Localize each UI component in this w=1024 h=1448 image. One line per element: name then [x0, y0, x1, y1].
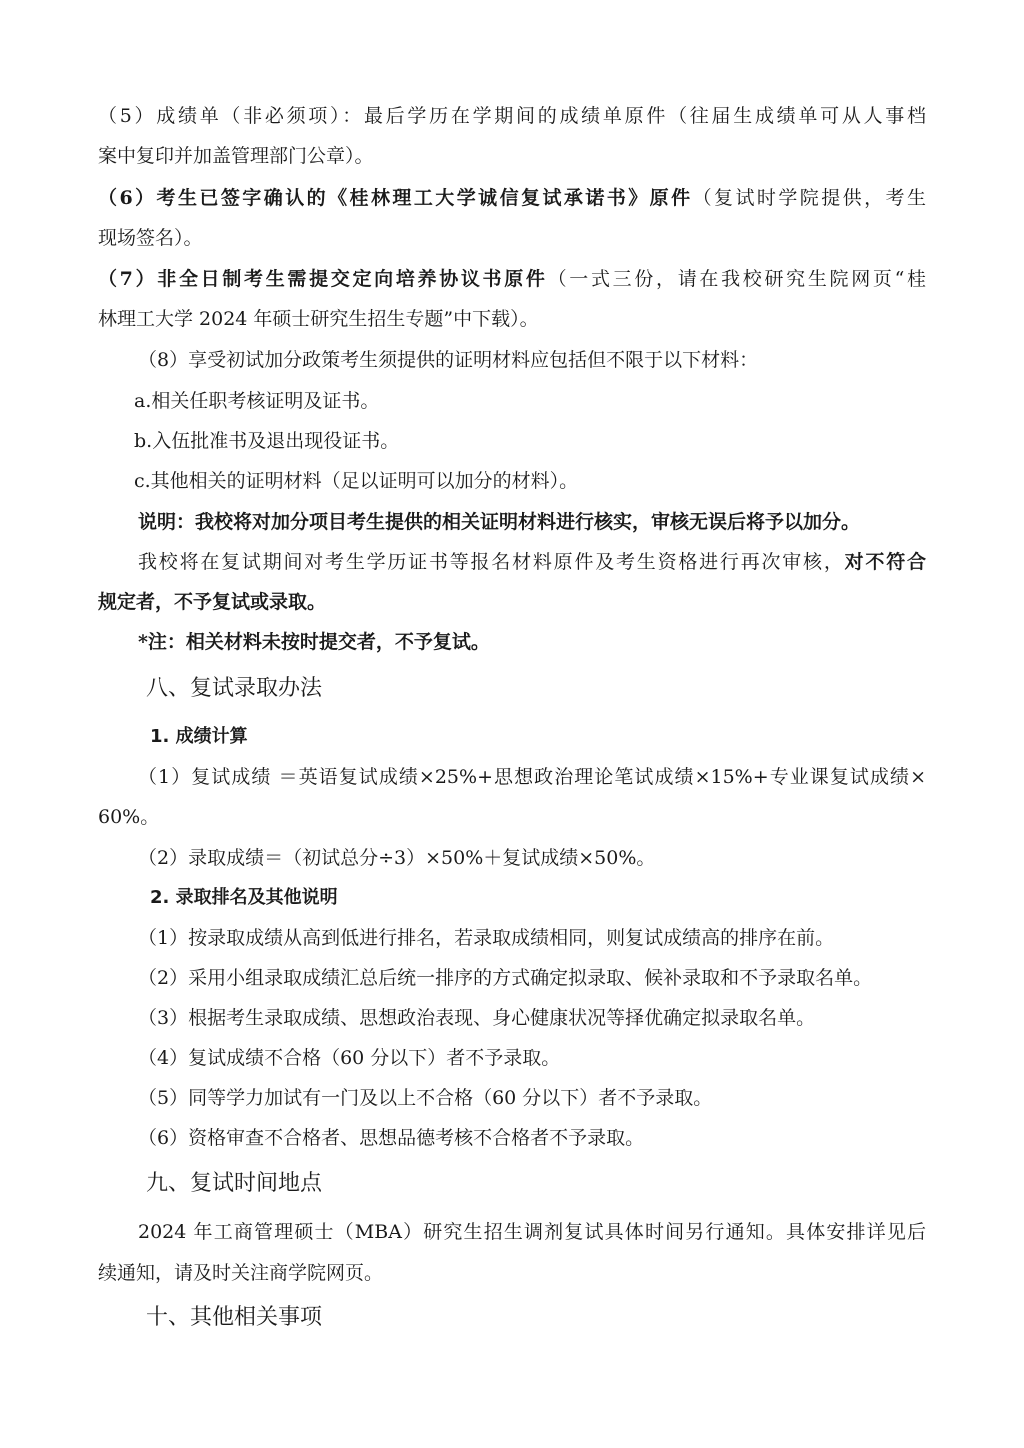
item8-text: （8）享受初试加分政策考生须提供的证明材料应包括但不限于以下材料：: [138, 349, 759, 371]
ranking-item-3: （3）根据考生录取成绩、思想政治表现、身心健康状况等择优确定拟录取名单。: [138, 1007, 816, 1029]
item6-bold-text: （6）考生已签字确认的《桂林理工大学诚信复试承诺书》原件: [98, 187, 693, 209]
review-line2: 规定者，不予复试或录取。: [98, 591, 327, 613]
review-line1: [138, 550, 926, 574]
formula1-line2: 60%。: [98, 806, 160, 828]
ranking-item-5: （5）同等学力加试有一门及以上不合格（60 分以下）者不予录取。: [138, 1087, 713, 1109]
formula2: （2）录取成绩＝（初试总分÷3）×50%＋复试成绩×50%。: [138, 847, 656, 869]
item6-line1: [98, 186, 926, 210]
ranking-item-6: （6）资格审查不合格者、思想品德考核不合格者不予录取。: [138, 1127, 645, 1149]
section9-line2: 续通知，请及时关注商学院网页。: [98, 1262, 384, 1284]
item6-line2: 现场签名）。: [98, 227, 203, 249]
item7-bold-text: （7）非全日制考生需提交定向培养协议书原件: [98, 268, 548, 290]
ranking-item-4: （4）复试成绩不合格（60 分以下）者不予录取。: [138, 1047, 561, 1069]
sub-item-b: b.入伍批准书及退出现役证书。: [134, 430, 400, 452]
item6-rest-text: （复试时学院提供，考生: [692, 187, 926, 209]
section9-line1: 2024 年工商管理硕士（MBA）研究生招生调剂复试具体时间另行通知。具体安排详见后: [138, 1221, 926, 1243]
sub-item-a: a.相关任职考核证明及证书。: [134, 390, 380, 412]
item5-line1: （5）成绩单（非必须项）：最后学历在学期间的成绩单原件（往届生成绩单可从人事档: [98, 105, 926, 127]
formula1-line1: （1）复试成绩 ＝英语复试成绩×25%+思想政治理论笔试成绩×15%+专业课复试成绩×: [138, 766, 926, 788]
review-normal-text: 我校将在复试期间对考生学历证书等报名材料原件及考生资格进行再次审核，: [138, 551, 845, 573]
item7-line1: [98, 267, 926, 291]
section8-heading: 八、复试录取办法: [146, 676, 323, 701]
ranking-item-1: （1）按录取成绩从高到低进行排名，若录取成绩相同，则复试成绩高的排序在前。: [138, 927, 835, 949]
sub1-heading: 1. 成绩计算: [150, 726, 248, 747]
sub-item-c: c.其他相关的证明材料（足以证明可以加分的材料）。: [134, 470, 579, 492]
review-bold-text: 对不符合: [844, 551, 926, 573]
item7-line2: 林理工大学 2024 年硕士研究生招生专题”中下载）。: [98, 308, 539, 330]
explanation-note: 说明：我校将对加分项目考生提供的相关证明材料进行核实，审核无误后将予以加分。: [138, 511, 861, 533]
section9-heading: 九、复试时间地点: [146, 1171, 323, 1196]
sub2-heading: 2. 录取排名及其他说明: [150, 887, 338, 908]
ranking-item-2: （2）采用小组录取成绩汇总后统一排序的方式确定拟录取、候补录取和不予录取名单。: [138, 967, 873, 989]
item7-rest-text: （一式三份，请在我校研究生院网页“桂: [547, 268, 926, 290]
materials-note: *注：相关材料未按时提交者，不予复试。: [138, 631, 490, 653]
section10-heading: 十、其他相关事项: [146, 1305, 323, 1330]
item5-line2: 案中复印并加盖管理部门公章）。: [98, 145, 374, 167]
